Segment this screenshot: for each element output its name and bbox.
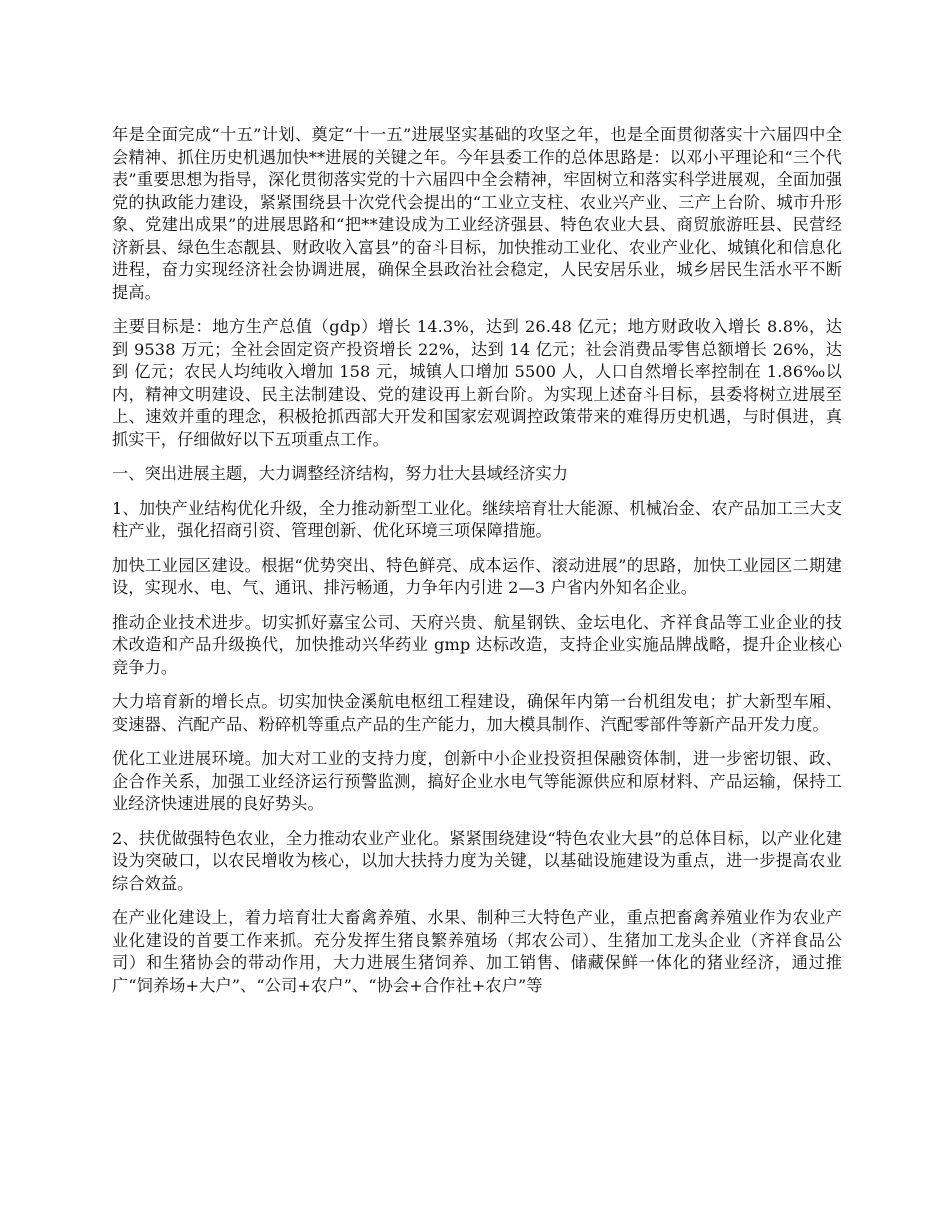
paragraph-tech-progress: 推动企业技术进步。切实抓好嘉宝公司、天府兴贵、航星钢铁、金坛电化、齐祥食品等工业企业的技术改造和产品升级换代，加快推动兴华药业 gmp 达标改造，支持企业实施品牌战略，提升企业核心竞争力。	[112, 612, 842, 677]
paragraph-main-targets: 主要目标是：地方生产总值（gdp）增长 14.3%，达到 26.48 亿元；地方财政收入增长 8.8%，达到 9538 万元；全社会固定资产投资增长 22%，达到 14 亿元；社会消费品零售总额增长 26%，达到 亿元；农民人均纯收入增加 158 元，城镇人口增加 5500 人，人口自然增长率控制在 1.86‰以内，精神文明建设、民主法制建设、党的建设再上新台阶。为实现上述奋斗目标，县委将树立进展至上、速效并重的理念，积极抢抓西部大开发和国家宏观调控政策带来的难得历史机遇，与时俱进，真抓实干，仔细做好以下五项重点工作。	[112, 317, 842, 449]
paragraph-intro: 年是全面完成“十五”计划、奠定“十一五”进展坚实基础的攻坚之年，也是全面贯彻落实十六届四中全会精神、抓住历史机遇加快**进展的关键之年。今年县委工作的总体思路是：以邓小平理论和“三个代表”重要思想为指导，深化贯彻落实党的十六届四中全会精神，牢固树立和落实科学进展观，全面加强党的执政能力建设，紧紧围绕县十次党代会提出的“工业立支柱、农业兴产业、三产上台阶、城市升形象、党建出成果”的进展思路和“把**建设成为工业经济强县、特色农业大县、商贸旅游旺县、民营经济新县、绿色生态靓县、财政收入富县”的奋斗目标，加快推动工业化、农业产业化、城镇化和信息化进程，奋力实现经济社会协调进展，确保全县政治社会稳定，人民安居乐业，城乡居民生活水平不断提高。	[112, 125, 842, 302]
paragraph-industrial-upgrade: 1、加快产业结构优化升级，全力推动新型工业化。继续培育壮大能源、机械冶金、农产品加工三大支柱产业，强化招商引资、管理创新、优化环境三项保障措施。	[112, 498, 842, 540]
paragraph-industrial-park: 加快工业园区建设。根据“优势突出、特色鲜亮、成本运作、滚动进展”的思路，加快工业园区二期建设，实现水、电、气、通讯、排污畅通，力争年内引进 2—3 户省内外知名企业。	[112, 555, 842, 597]
document-page	[112, 124, 842, 1009]
paragraph-industrial-environment: 优化工业进展环境。加大对工业的支持力度，创新中小企业投资担保融资体制，进一步密切银、政、企合作关系，加强工业经济运行预警监测，搞好企业水电气等能源供应和原材料、产品运输，保持工业经济快速进展的良好势头。	[112, 749, 842, 813]
paragraph-growth-points: 大力培育新的增长点。切实加快金溪航电枢纽工程建设，确保年内第一台机组发电；扩大新型车厢、变速器、汽配产品、粉碎机等重点产品的生产能力，加大模具制作、汽配零部件等新产品开发力度。	[112, 692, 842, 734]
paragraph-industrialization: 在产业化建设上，着力培育壮大畜禽养殖、水果、制种三大特色产业，重点把畜禽养殖业作为农业产业化建设的首要工作来抓。充分发挥生猪良繁养殖场（邦农公司）、生猪加工龙头企业（齐祥食品公司）和生猪协会的带动作用，大力进展生猪饲养、加工销售、储藏保鲜一体化的猪业经济，通过推广“饲养场+大户”、“公司+农户”、“协会+合作社+农户”等	[112, 908, 842, 995]
section-heading-1: 一、突出进展主题，大力调整经济结构，努力壮大县域经济实力	[112, 464, 569, 483]
paragraph-agriculture: 2、扶优做强特色农业，全力推动农业产业化。紧紧围绕建设“特色农业大县”的总体目标，以产业化建设为突破口，以农民增收为核心，以加大扶持力度为关键，以基础设施建设为重点，进一步提高农业综合效益。	[112, 828, 842, 893]
